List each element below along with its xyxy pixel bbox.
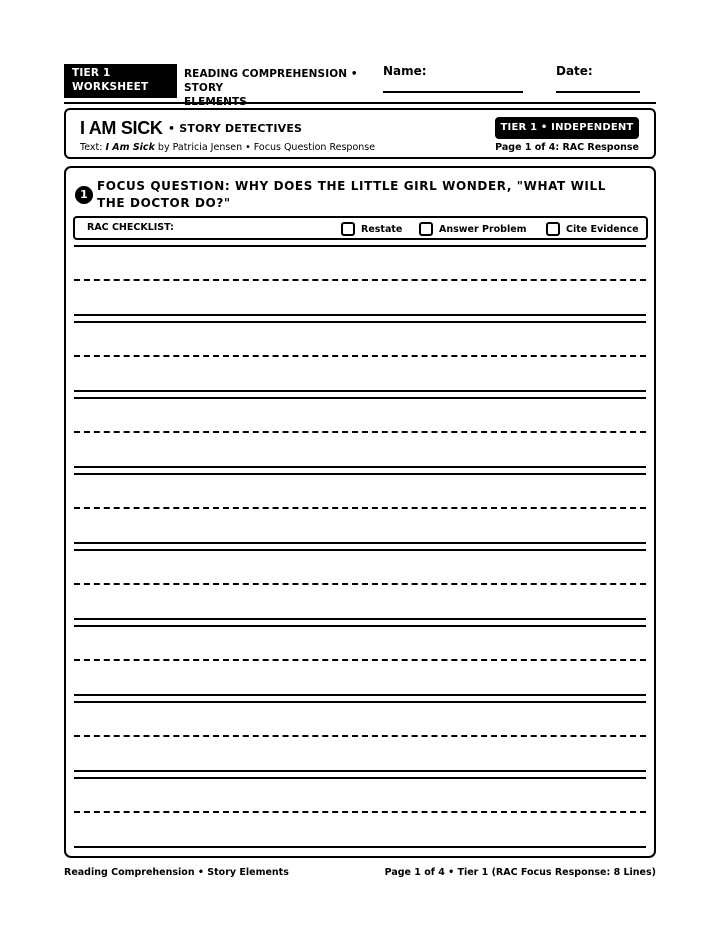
date-field[interactable]	[556, 91, 640, 93]
writing-line-baseline[interactable]	[74, 770, 646, 772]
writing-line-top[interactable]	[74, 397, 646, 399]
checklist-item-cite-evidence[interactable]	[546, 220, 639, 238]
tier-label-line1: TIER 1	[72, 67, 111, 79]
rac-checklist	[73, 216, 648, 240]
name-label: Name:	[383, 64, 427, 78]
writing-line-top[interactable]	[74, 777, 646, 779]
question-number-badge: 1	[75, 186, 93, 204]
restate-label: Restate	[361, 223, 403, 235]
text-prefix: Text:	[80, 142, 106, 153]
title-box	[64, 108, 656, 159]
header-divider	[64, 102, 656, 104]
checklist-item-restate[interactable]	[341, 220, 402, 238]
text-source	[80, 142, 375, 153]
writing-line-top[interactable]	[74, 321, 646, 323]
name-field[interactable]	[383, 91, 523, 93]
answer-problem-checkbox[interactable]	[419, 222, 433, 236]
writing-line-midline	[74, 583, 646, 585]
answer-problem-label: Answer Problem	[439, 223, 527, 235]
writing-line-top[interactable]	[74, 245, 646, 247]
writing-line-top[interactable]	[74, 625, 646, 627]
subject-line1: READING COMPREHENSION • STORY	[184, 68, 358, 94]
writing-line-baseline[interactable]	[74, 390, 646, 392]
page-subtitle: • STORY DETECTIVES	[168, 122, 303, 135]
writing-line-top[interactable]	[74, 701, 646, 703]
writing-line-midline	[74, 355, 646, 357]
tier-badge: TIER 1 • INDEPENDENT	[495, 117, 639, 139]
writing-line-top[interactable]	[74, 473, 646, 475]
text-suffix: by Patricia Jensen • Focus Question Response	[154, 142, 376, 153]
writing-line-midline	[74, 735, 646, 737]
writing-line-baseline[interactable]	[74, 618, 646, 620]
footer-page-info: Page 1 of 4 • Tier 1 (RAC Focus Response: 8 Lines)	[384, 867, 656, 878]
restate-checkbox[interactable]	[341, 222, 355, 236]
date-label: Date:	[556, 64, 593, 78]
writing-line-midline	[74, 431, 646, 433]
question-box	[64, 166, 656, 858]
writing-line-baseline[interactable]	[74, 314, 646, 316]
rac-checklist-label: RAC CHECKLIST:	[87, 222, 174, 233]
checklist-item-answer-problem[interactable]	[419, 220, 527, 238]
writing-line-midline	[74, 507, 646, 509]
writing-line-midline	[74, 279, 646, 281]
page-title: I AM SICK	[80, 118, 163, 138]
writing-line-baseline[interactable]	[74, 694, 646, 696]
writing-line-top[interactable]	[74, 549, 646, 551]
cite-evidence-label: Cite Evidence	[566, 223, 639, 235]
tier-label-line2: WORKSHEET	[72, 81, 149, 93]
writing-line-midline	[74, 811, 646, 813]
writing-line-baseline[interactable]	[74, 466, 646, 468]
text-title: I Am Sick	[105, 142, 155, 153]
tier-label	[64, 64, 177, 98]
focus-question: FOCUS QUESTION: WHY DOES THE LITTLE GIRL WONDER, "WHAT WILL THE DOCTOR DO?"	[97, 179, 606, 210]
footer-subject: Reading Comprehension • Story Elements	[64, 867, 289, 878]
writing-line-baseline[interactable]	[74, 542, 646, 544]
writing-line-midline	[74, 659, 646, 661]
page-indicator: Page 1 of 4: RAC Response	[495, 142, 639, 153]
writing-line-baseline[interactable]	[74, 846, 646, 848]
cite-evidence-checkbox[interactable]	[546, 222, 560, 236]
